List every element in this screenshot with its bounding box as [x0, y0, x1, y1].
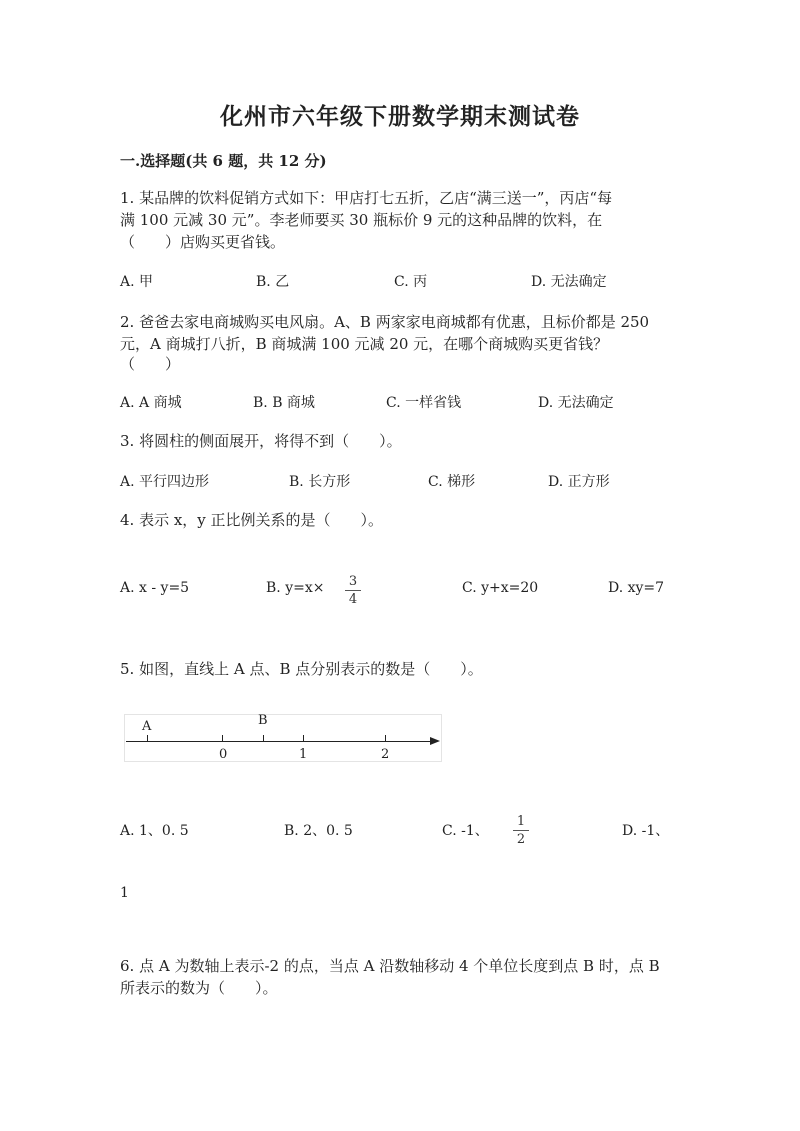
- tick-b: [263, 735, 264, 741]
- question-1-line-3: （ ）店购买更省钱。: [120, 233, 286, 251]
- question-1-option-d: D. 无法确定: [531, 274, 607, 290]
- question-3-option-b: B. 长方形: [289, 474, 351, 490]
- fraction-numerator: 3: [348, 574, 358, 589]
- number-line-axis: [126, 741, 432, 742]
- question-2-option-c: C. 一样省钱: [386, 395, 462, 411]
- point-b-label: B: [258, 713, 268, 728]
- question-3-option-d: D. 正方形: [548, 474, 610, 490]
- question-2-option-a: A. A 商城: [120, 395, 182, 411]
- fraction-three-quarters: [345, 574, 361, 607]
- question-5-option-b: B. 2、0. 5: [284, 823, 353, 839]
- question-1-option-b: B. 乙: [256, 274, 290, 290]
- fraction-bar: [345, 590, 361, 591]
- question-5-line-1: 5. 如图，直线上 A 点、B 点分别表示的数是（ ）。: [120, 660, 483, 678]
- fraction-denominator: 2: [516, 832, 526, 847]
- question-1-line-1: 1. 某品牌的饮料促销方式如下：甲店打七五折，乙店“满三送一”，丙店“每: [120, 189, 613, 207]
- question-4-option-b: B. y=x×: [266, 580, 325, 596]
- question-1-option-c: C. 丙: [394, 274, 428, 290]
- question-2-line-1: 2. 爸爸去家电商城购买电风扇。A、B 两家家电商城都有优惠，且标价都是 250: [120, 313, 650, 331]
- tick-1: [303, 735, 304, 741]
- tick-a: [147, 735, 148, 741]
- tick-0: [222, 735, 223, 741]
- question-2-line-3: （ ）: [120, 355, 181, 373]
- question-6-line-1: 6. 点 A 为数轴上表示-2 的点，当点 A 沿数轴移动 4 个单位长度到点 B 时，点 B: [120, 957, 660, 975]
- question-4-option-d: D. xy=7: [608, 580, 665, 596]
- fraction-one-half: [513, 814, 529, 847]
- tick-label-0: 0: [219, 747, 228, 762]
- fraction-denominator: 4: [348, 592, 358, 607]
- question-5-option-c: C. -1、: [442, 823, 489, 839]
- question-2-line-2: 元，A 商城打八折，B 商城满 100 元减 20 元，在哪个商城购买更省钱？: [120, 335, 609, 353]
- tick-label-1: 1: [299, 747, 308, 762]
- section-heading: 一.选择题(共 6 题，共 12 分): [120, 152, 327, 170]
- axis-arrow-icon: [430, 737, 440, 745]
- question-1-option-a: A. 甲: [120, 274, 154, 290]
- question-4-line-1: 4. 表示 x，y 正比例关系的是（ ）。: [120, 511, 384, 529]
- question-4-option-a: A. x - y=5: [120, 580, 190, 596]
- question-3-line-1: 3. 将圆柱的侧面展开，将得不到（ ）。: [120, 432, 402, 450]
- question-1-line-2: 满 100 元减 30 元”。李老师要买 30 瓶标价 9 元的这种品牌的饮料，在: [120, 211, 603, 229]
- question-2-option-b: B. B 商城: [253, 395, 315, 411]
- tick-label-2: 2: [381, 747, 390, 762]
- question-4-option-c: C. y+x=20: [462, 580, 539, 596]
- point-a-label: A: [142, 719, 152, 734]
- question-5-option-a: A. 1、0. 5: [120, 823, 189, 839]
- question-3-option-c: C. 梯形: [428, 474, 476, 490]
- number-line-frame: [124, 714, 442, 762]
- question-6-line-2: 所表示的数为（ ）。: [120, 979, 278, 997]
- question-2-option-d: D. 无法确定: [538, 395, 614, 411]
- tick-2: [385, 735, 386, 741]
- fraction-numerator: 1: [516, 814, 526, 829]
- question-3-option-a: A. 平行四边形: [120, 474, 210, 490]
- page-title: 化州市六年级下册数学期末测试卷: [220, 103, 580, 130]
- question-5-option-d-wrap: 1: [120, 885, 129, 901]
- fraction-bar: [513, 830, 529, 831]
- question-5-option-d: D. -1、: [622, 823, 670, 839]
